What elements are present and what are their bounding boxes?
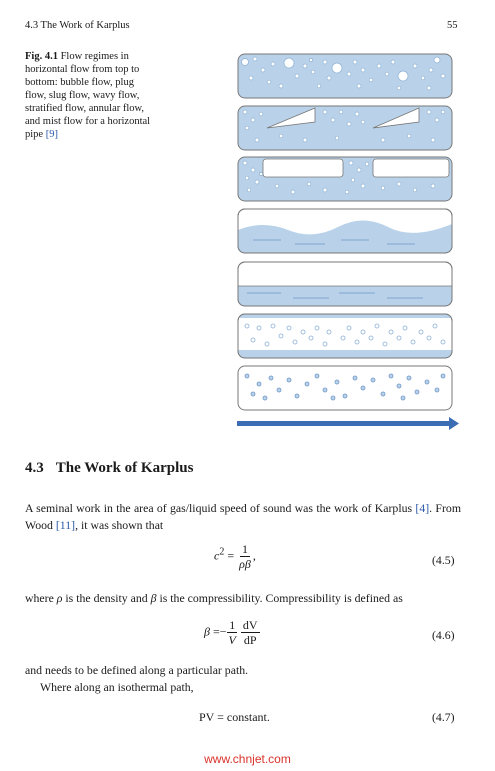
p2-beta: β xyxy=(150,591,157,605)
p1-text-a: A seminal work in the area of gas/liquid speed of sound was the work of Karplus xyxy=(25,501,413,515)
equation-number-4-6: (4.6) xyxy=(432,628,455,642)
eq46-equals: = xyxy=(212,624,220,639)
eq46-fraction-2 xyxy=(241,618,260,647)
p1-text-b: . From Wood xyxy=(25,501,461,532)
section-title: The Work of Karplus xyxy=(55,460,194,476)
eq45-equals: = xyxy=(227,548,235,563)
bubble-flow-pipe xyxy=(238,54,452,98)
flow-direction-arrow xyxy=(237,417,459,430)
mist-flow-pipe xyxy=(238,366,452,410)
page-number: 55 xyxy=(447,20,458,31)
p1-text-c: , it was shown that xyxy=(75,518,164,532)
citation-link-4[interactable]: [4] xyxy=(415,501,430,515)
p2-rho: ρ xyxy=(56,591,63,605)
eq46-numerator-1: 1 xyxy=(229,618,236,632)
eq46-fraction-1 xyxy=(227,618,238,647)
paragraph-isothermal: Where along an isothermal path, xyxy=(40,680,194,694)
paragraph-path: and needs to be defined along a particular path. xyxy=(25,663,249,677)
eq45-denominator: ρβ xyxy=(239,557,251,571)
running-header-section: 4.3 The Work of Karplus xyxy=(25,20,130,31)
equation-4-6 xyxy=(204,618,260,647)
eq46-minus: − xyxy=(219,624,227,639)
eq45-lhs: c xyxy=(214,548,220,563)
equation-number-4-7: (4.7) xyxy=(432,710,455,724)
figure-citation-link[interactable]: [9] xyxy=(45,129,58,140)
eq46-numerator-2: dV xyxy=(242,618,258,632)
flow-regimes-figure xyxy=(233,50,463,436)
eq45-numerator: 1 xyxy=(241,542,248,556)
p2-text-b: is the compressibility. Compressibility is defined as xyxy=(159,591,403,605)
slug-flow-pipe xyxy=(238,157,452,201)
plug-flow-pipe xyxy=(238,106,452,150)
p2-text-a: is the density and xyxy=(65,591,148,605)
stratified-flow-pipe xyxy=(238,262,452,306)
equation-4-7: PV = constant. xyxy=(199,710,270,724)
eq45-sup: 2 xyxy=(219,546,225,558)
annular-flow-pipe xyxy=(238,314,452,358)
paragraph-karplus-intro xyxy=(25,500,461,534)
eq46-lhs: β xyxy=(204,624,210,639)
eq45-fraction xyxy=(237,542,253,571)
figure-caption xyxy=(25,50,155,141)
citation-link-11[interactable]: [11] xyxy=(55,518,76,532)
eq46-denominator-2: dP xyxy=(243,633,257,647)
figure-caption-text: Flow regimes in horizontal flow from top to bottom: bubble flow, plug flow, slug flow, wavy flow, stratified flow, annular flow, and mist flow for a horizontal pipe xyxy=(25,51,151,140)
figure-label: Fig. 4.1 xyxy=(25,51,58,62)
p2-where: where xyxy=(25,591,54,605)
wavy-flow-pipe xyxy=(238,209,452,253)
equation-number-4-5: (4.5) xyxy=(432,553,455,567)
eq45-comma: , xyxy=(252,548,256,563)
paragraph-density-compressibility xyxy=(25,590,461,607)
equation-4-5 xyxy=(214,542,256,571)
section-heading xyxy=(25,460,193,477)
section-number: 4.3 xyxy=(25,460,44,476)
watermark-link[interactable]: www.chnjet.com xyxy=(204,752,291,766)
eq46-denominator-1: V xyxy=(228,633,236,647)
